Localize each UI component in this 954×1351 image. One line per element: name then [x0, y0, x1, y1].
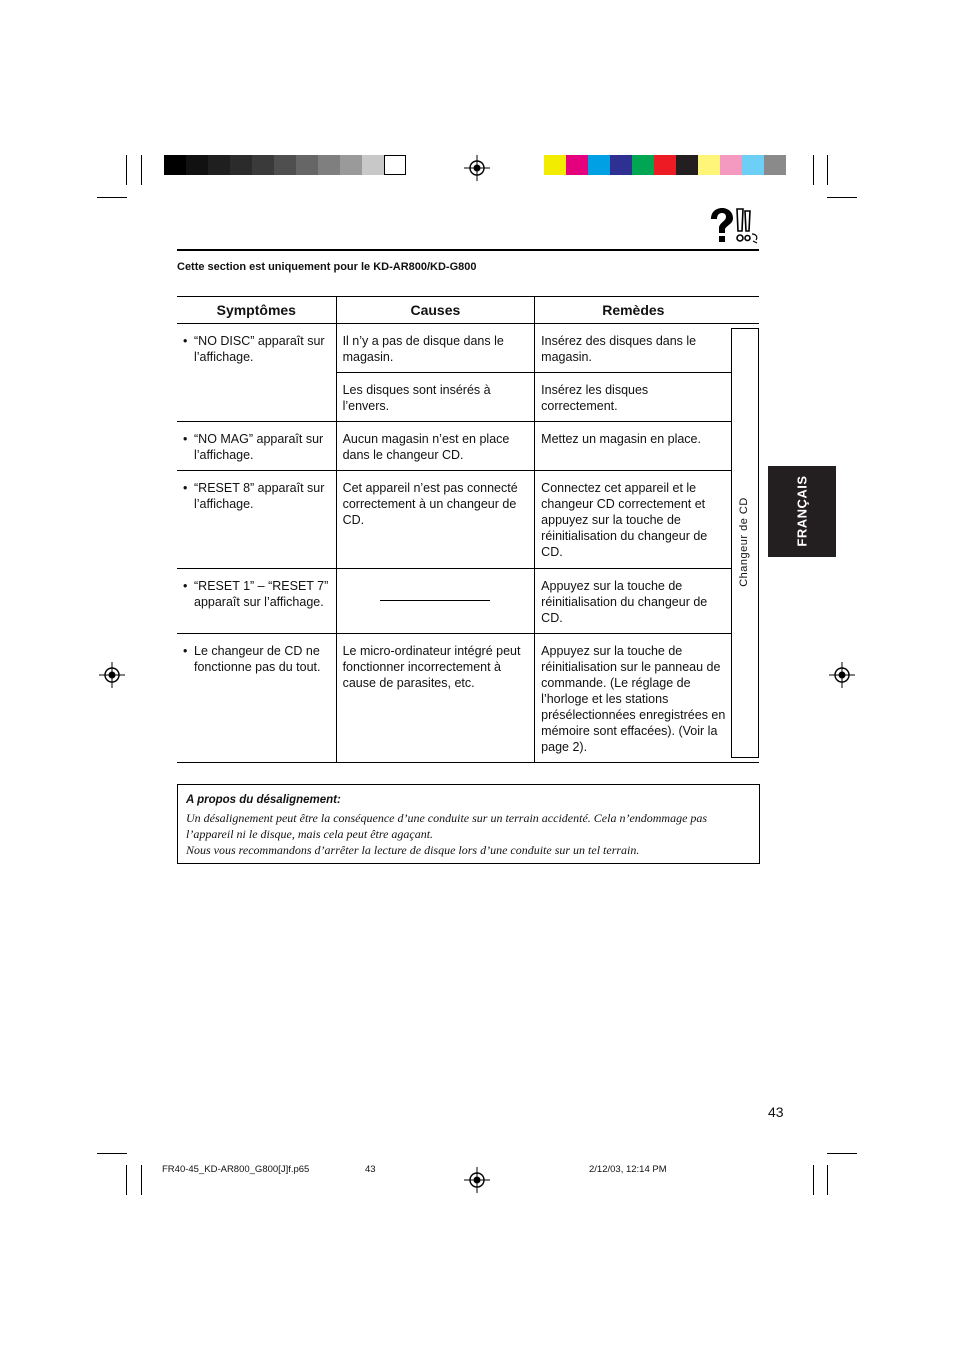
color-swatch: [186, 155, 208, 175]
color-swatch: [588, 155, 610, 175]
color-swatch: [362, 155, 384, 175]
color-swatch: [654, 155, 676, 175]
registration-mark-icon: [99, 662, 125, 688]
color-swatch: [676, 155, 698, 175]
language-tab-label: FRANÇAIS: [794, 475, 810, 547]
cause-text: Il n’y a pas de disque dans le magasin.: [336, 324, 535, 373]
grayscale-swatch-bar: [164, 155, 406, 175]
color-swatch: [230, 155, 252, 175]
footer-page: 43: [365, 1164, 376, 1175]
note-line: Un désalignement peut être la conséquence d’une conduite sur un terrain accidenté. Cela n’endommage pas l’appareil ni le disque, mais cela peut être agaçant.: [186, 811, 708, 841]
color-swatch-bar: [544, 155, 786, 175]
remedy-text: Appuyez sur la touche de réinitialisation sur le panneau de commande. (Le réglage de l’horloge et les stations présélectionnées enregistrées en mémoire sont effacées). (Voir la page 2).: [535, 634, 732, 763]
symptom-text: “NO MAG” apparaît sur l’affichage.: [194, 432, 324, 462]
color-swatch: [208, 155, 230, 175]
color-swatch: [274, 155, 296, 175]
color-swatch: [698, 155, 720, 175]
symptom-text: Le changeur de CD ne fonctionne pas du tout.: [194, 644, 321, 674]
table-row: • “RESET 1” – “RESET 7” apparaît sur l’affichage. Appuyez sur la touche de réinitialisation du changeur de CD.: [177, 569, 759, 634]
table-row: • “NO MAG” apparaît sur l’affichage. Aucun magasin n’est en place dans le changeur CD. Mettez un magasin en place.: [177, 422, 759, 471]
color-swatch: [566, 155, 588, 175]
registration-mark-icon: [829, 662, 855, 688]
color-swatch: [164, 155, 186, 175]
symptom-text: “RESET 8” apparaît sur l’affichage.: [194, 481, 325, 511]
cause-text: Les disques sont insérés à l’envers.: [336, 373, 535, 422]
remedy-text: Appuyez sur la touche de réinitialisation du changeur de CD.: [535, 569, 732, 634]
remedy-text: Mettez un magasin en place.: [535, 422, 732, 471]
empty-cause-dash: [380, 600, 490, 601]
color-swatch: [384, 155, 406, 175]
table-row: • “NO DISC” apparaît sur l’affichage. Il n’y a pas de disque dans le magasin. Insérez des disques dans le magasin.: [177, 324, 759, 373]
color-swatch: [252, 155, 274, 175]
color-swatch: [742, 155, 764, 175]
page-number: 43: [768, 1104, 784, 1120]
cause-text: Aucun magasin n’est en place dans le changeur CD.: [336, 422, 535, 471]
footer-date: 2/12/03, 12:14 PM: [589, 1164, 667, 1175]
color-swatch: [610, 155, 632, 175]
color-swatch: [764, 155, 786, 175]
header-symptoms: Symptômes: [177, 297, 336, 324]
footer-filename: FR40-45_KD-AR800_G800[J]f.p65: [162, 1164, 310, 1175]
side-label: Changeur de CD: [738, 497, 750, 587]
color-swatch: [296, 155, 318, 175]
troubleshooting-table: [177, 296, 759, 763]
color-swatch: [632, 155, 654, 175]
header-causes: Causes: [336, 297, 535, 324]
symptom-text: “NO DISC” apparaît sur l’affichage.: [194, 334, 325, 364]
note-line: Nous vous recommandons d’arrêter la lecture de disque lors d’une conduite sur un tel terrain.: [186, 843, 640, 857]
remedy-text: Insérez les disques correctement.: [535, 373, 732, 422]
registration-mark-icon: [464, 1167, 490, 1193]
question-exclamation-icon: [706, 207, 760, 245]
header-remedies: Remèdes: [535, 297, 732, 324]
note-title: A propos du désalignement:: [186, 794, 341, 806]
color-swatch: [318, 155, 340, 175]
header-rule: [177, 249, 759, 251]
symptom-text: “RESET 1” – “RESET 7” apparaît sur l’affichage.: [194, 579, 329, 609]
cause-text: Le micro-ordinateur intégré peut fonctionner incorrectement à cause de parasites, etc.: [336, 634, 535, 763]
note-box: [177, 784, 760, 864]
remedy-text: Connectez cet appareil et le changeur CD correctement et appuyez sur la touche de réinitialisation du changeur de CD.: [535, 471, 732, 569]
color-swatch: [340, 155, 362, 175]
table-row: • “RESET 8” apparaît sur l’affichage. Cet appareil n’est pas connecté correctement à un changeur de CD. Connectez cet appareil et le changeur CD correctement et appuyez sur la touche de réinitialisation du changeur de CD.: [177, 471, 759, 569]
color-swatch: [720, 155, 742, 175]
color-swatch: [544, 155, 566, 175]
remedy-text: Insérez des disques dans le magasin.: [535, 324, 732, 373]
cause-text: Cet appareil n’est pas connecté correctement à un changeur de CD.: [336, 471, 535, 569]
table-row: • Le changeur de CD ne fonctionne pas du tout. Le micro-ordinateur intégré peut fonctionner incorrectement à cause de parasites, etc. Appuyez sur la touche de réinitialisation sur le panneau de commande. (Le réglage de l’horloge et les stations présélectionnées enregistrées en mémoire sont effacées). (Voir la page 2).: [177, 634, 759, 763]
registration-mark-icon: [464, 155, 490, 181]
section-note: Cette section est uniquement pour le KD-AR800/KD-G800: [177, 261, 477, 273]
